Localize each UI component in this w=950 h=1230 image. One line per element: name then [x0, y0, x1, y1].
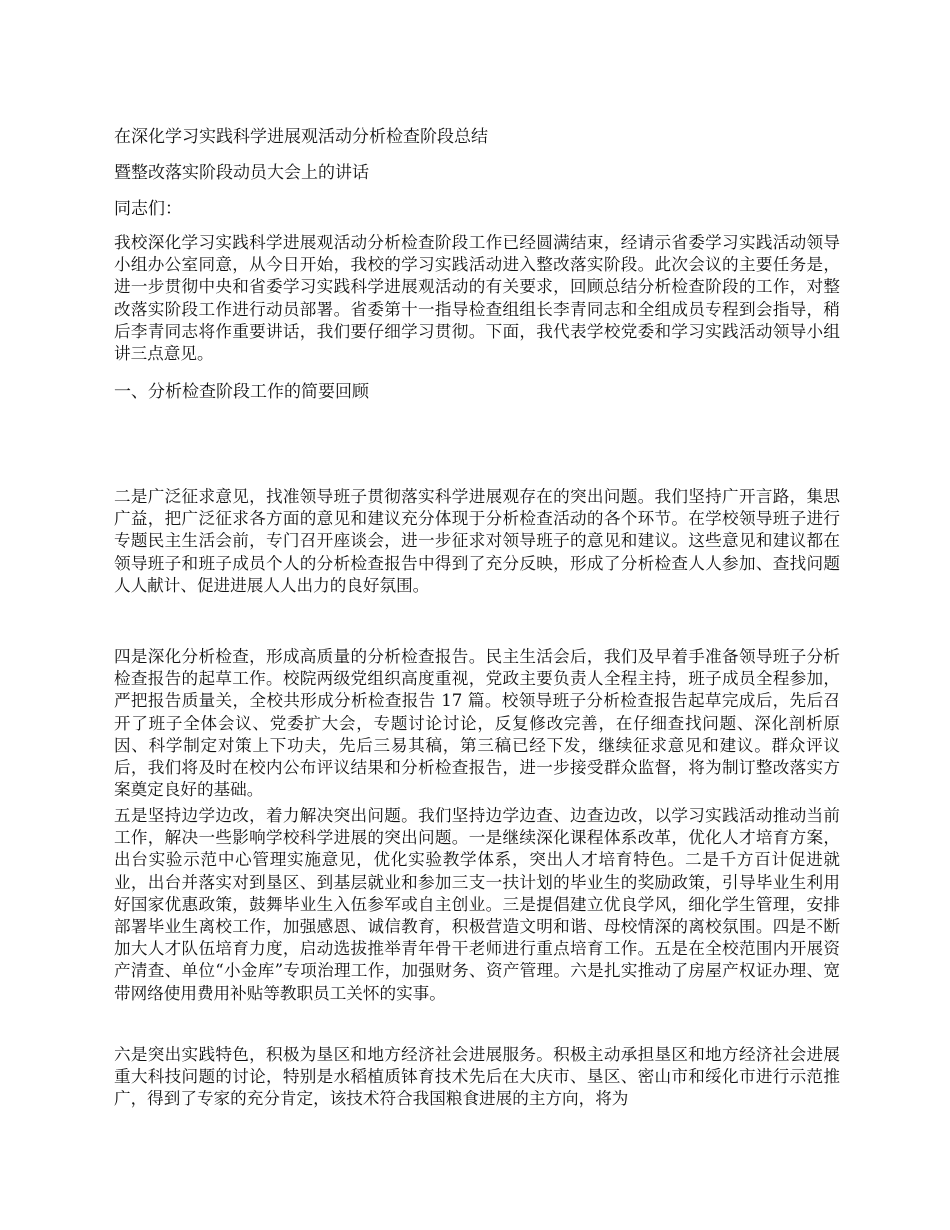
- paragraph-solicit-opinions: 二是广泛征求意见，找准领导班子贯彻落实科学进展观存在的突出问题。我们坚持广开言路，集思广益，把广泛征求各方面的意见和建议充分体现于分析检查活动的各个环节。在学校领导班子进行专题民主生活会前，专门召开座谈会，进一步征求对领导班子的意见和建议。这些意见和建议都在领导班子和班子成员个人的分析检查报告中得到了充分反映，形成了分析检查人人参加、查找问题人人献计、促进进展人人出力的良好氛围。: [114, 487, 840, 595]
- paragraph-analysis-report: 四是深化分析检查，形成高质量的分析检查报告。民主生活会后，我们及早着手准备领导班子分析检查报告的起草工作。校院两级党组织高度重视，党政主要负责人全程主持，班子成员全程参加，严把报告质量关，全校共形成分析检查报告 17 篇。校领导班子分析检查报告起草完成后，先后召开了班子全体会议、党委扩大会，专题讨论讨论，反复修改完善，在仔细查找问题、深化剖析原因、科学制定对策上下功夫，先后三易其稿，第三稿已经下发，继续征求意见和建议。群众评议后，我们将及时在校内公布评议结果和分析检查报告，进一步接受群众监督，将为制订整改落实方案奠定良好的基础。: [114, 647, 840, 800]
- document-title-line-2: 暨整改落实阶段动员大会上的讲话: [114, 163, 369, 183]
- paragraph-intro: 我校深化学习实践科学进展观活动分析检查阶段工作已经圆满结束，经请示省委学习实践活动领导小组办公室同意，从今日开始，我校的学习实践活动进入整改落实阶段。此次会议的主要任务是，进一步贯彻中央和省委学习实践科学进展观活动的有关要求，回顾总结分析检查阶段的工作，对整改落实阶段工作进行动员部署。省委第十一指导检查组组长李青同志和全组成员专程到会指导，稍后李青同志将作重要讲话，我们要仔细学习贯彻。下面，我代表学校党委和学习实践活动领导小组讲三点意见。: [114, 233, 840, 364]
- document-title-line-1: 在深化学习实践科学进展观活动分析检查阶段总结: [114, 127, 488, 147]
- section-heading-review: 一、分析检查阶段工作的简要回顾: [114, 382, 369, 402]
- greeting: 同志们：: [114, 199, 182, 219]
- paragraph-practice-features: 六是突出实践特色，积极为垦区和地方经济社会进展服务。积极主动承担垦区和地方经济社会进展重大科技问题的讨论，特别是水稻植质钵育技术先后在大庆市、垦区、密山市和绥化市进行示范推广，得到了专家的充分肯定，该技术符合我国粮食进展的主方向，将为: [114, 1045, 840, 1109]
- paragraph-learn-and-improve: 五是坚持边学边改，着力解决突出问题。我们坚持边学边查、边查边改，以学习实践活动推动当前工作，解决一些影响学校科学进展的突出问题。一是继续深化课程体系改革，优化人才培育方案，出台实验示范中心管理实施意见，优化实验教学体系，突出人才培育特色。二是千方百计促进就业，出台并落实对到垦区、到基层就业和参加三支一扶计划的毕业生的奖励政策，引导毕业生利用好国家优惠政策，鼓舞毕业生入伍参军或自主创业。三是提倡建立优良学风，细化学生管理，安排部署毕业生离校工作，加强感恩、诚信教育，积极营造文明和谐、母校情深的离校氛围。四是不断加大人才队伍培育力度，启动选拔推举青年骨干老师进行重点培育工作。五是在全校范围内开展资产清查、单位“小金库”专项治理工作，加强财务、资产管理。六是扎实推动了房屋产权证办理、宽带网络使用费用补贴等教职员工关怀的实事。: [114, 806, 840, 1003]
